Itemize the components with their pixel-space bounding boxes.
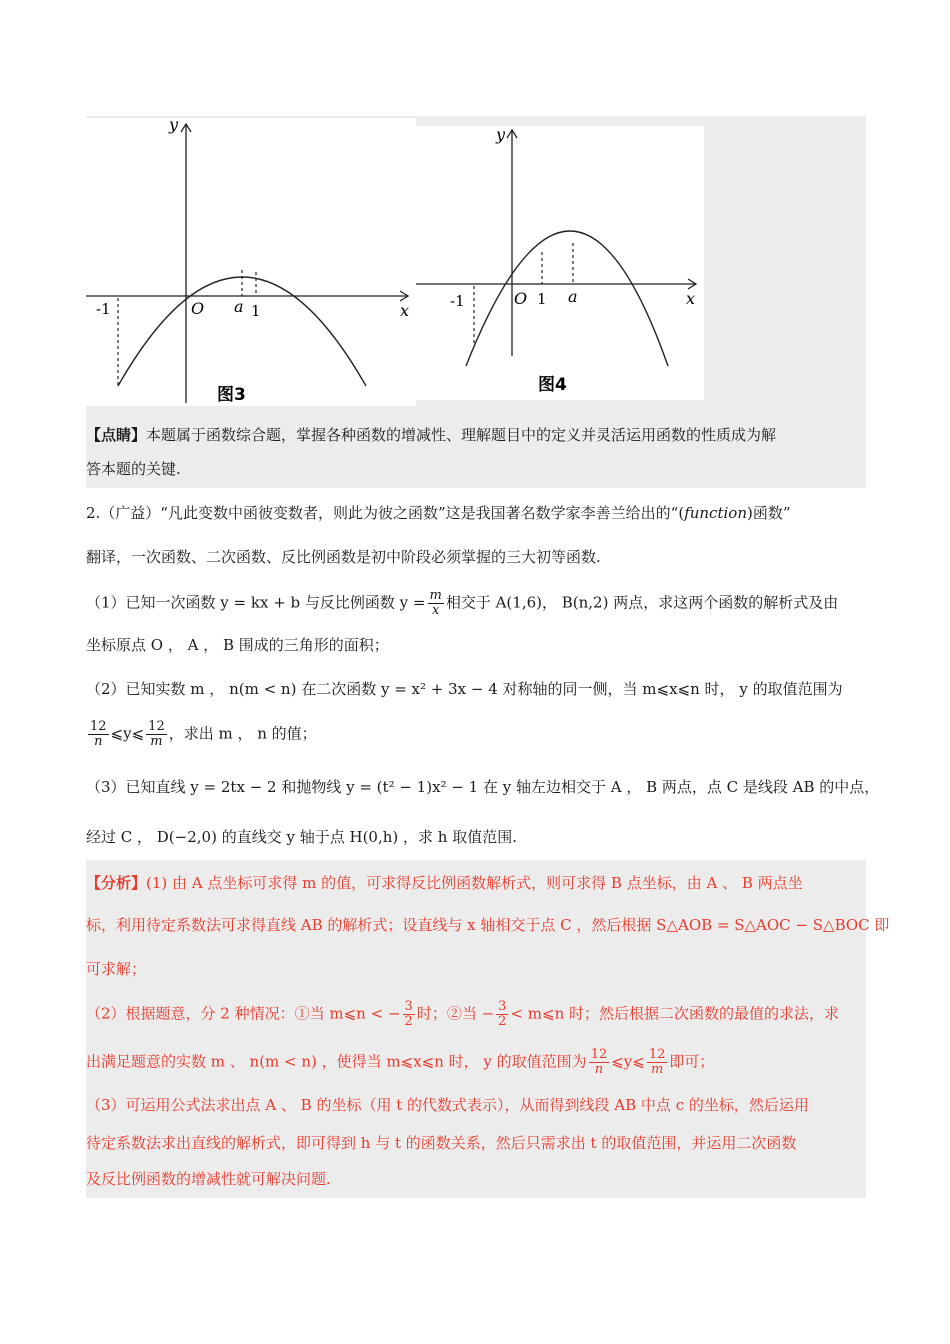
question-2-line-2: $\frac{12}{n}$ ⩽y⩽ $\frac{12}{m}$ ，求出 m ， n 的值； bbox=[90, 719, 317, 749]
fraction: $\frac{3}{2}$ bbox=[404, 999, 413, 1029]
comment-line-1: 【点睛】本题属于函数综合题，掌握各种函数的增减性、理解题目中的定义并灵活运用函数的性质成为解 bbox=[86, 426, 777, 444]
fig4-y-label: y bbox=[496, 126, 506, 144]
fig3-tick-1: 1 bbox=[251, 302, 261, 320]
fig3-caption: 图3 bbox=[217, 385, 246, 405]
figure-3-graph bbox=[86, 118, 416, 406]
fig4-origin: O bbox=[514, 289, 528, 308]
fig4-tick-neg1: -1 bbox=[450, 292, 465, 310]
fraction: $\frac{12}{m}$ bbox=[648, 1047, 666, 1077]
fraction: $\frac{12}{n}$ bbox=[90, 719, 107, 749]
analysis-line-3: 可求解； bbox=[86, 960, 147, 978]
comment-line-2: 答本题的关键. bbox=[86, 460, 181, 478]
analysis-part-3-line-3: 及反比例函数的增减性就可解决问题. bbox=[86, 1170, 331, 1188]
question-1-line-1: （1）已知一次函数 y = kx + b 与反比例函数 y = $\frac{m}{x}$ 相交于 A(1,6)， B(n,2) 两点，求这两个函数的解析式及由 bbox=[86, 588, 839, 618]
figure-4-graph bbox=[416, 126, 704, 400]
fraction: $\frac{12}{n}$ bbox=[590, 1047, 608, 1077]
question-1-line-2: 坐标原点 O ， A ， B 围成的三角形的面积； bbox=[86, 636, 389, 654]
fraction: $\frac{12}{m}$ bbox=[148, 719, 165, 749]
fig4-tick-1: 1 bbox=[537, 290, 547, 308]
analysis-part-2-line-2: 出满足题意的实数 m 、 n(m < n) ，使得当 m⩽x⩽n 时， y 的取值范围为 $\frac{12}{n}$ ⩽y⩽ $\frac{12}{m}$ 即可； bbox=[86, 1047, 715, 1077]
analysis-part-3-line-2: 待定系数法求出直线的解析式，即可得到 h 与 t 的函数关系，然后只需求出 t 的取值范围，并运用二次函数 bbox=[86, 1134, 797, 1152]
analysis-line-2: 标，利用待定系数法可求得直线 AB 的解析式；设直线与 x 轴相交于点 C ，然后根据 S△AOB = S△AOC − S△BOC 即 bbox=[86, 916, 890, 934]
fig3-y-label: y bbox=[169, 118, 179, 134]
analysis-part-3-line-1: （3）可运用公式法求出点 A 、 B 的坐标（用 t 的代数式表示），从而得到线段 AB 中点 c 的坐标，然后运用 bbox=[86, 1096, 809, 1114]
fraction: $\frac{m}{x}$ bbox=[429, 588, 442, 618]
fig3-tick-neg1: -1 bbox=[96, 300, 111, 318]
question-3-line-1: （3）已知直线 y = 2tx − 2 和抛物线 y = (t² − 1)x² − 1 在 y 轴左边相交于 A ， B 两点，点 C 是线段 AB 的中点， bbox=[86, 778, 880, 796]
fig4-caption: 图4 bbox=[538, 375, 567, 395]
figure-4 bbox=[416, 126, 704, 400]
fraction: $\frac{3}{2}$ bbox=[498, 999, 507, 1029]
analysis-part-2-line-1: （2）根据题意，分 2 种情况：①当 m⩽n < − $\frac{3}{2}$ 时；②当 − $\frac{3}{2}$ < m⩽n 时；然后根据二次函数的最值的求法，求 bbox=[86, 999, 839, 1029]
figure-3 bbox=[86, 118, 416, 406]
analysis-tag: 【分析】 bbox=[86, 874, 147, 892]
fig3-tick-a: a bbox=[234, 297, 244, 316]
fig4-tick-a: a bbox=[568, 287, 578, 306]
parabola-curve bbox=[466, 231, 668, 366]
question-2-line-1: （2）已知实数 m ， n(m < n) 在二次函数 y = x² + 3x − 4 对称轴的同一侧，当 m⩽x⩽n 时， y 的取值范围为 bbox=[86, 680, 843, 698]
analysis-line-1: 【分析】(1) 由 A 点坐标可求得 m 的值，可求得反比例函数解析式，则可求得 B 点坐标，由 A 、 B 两点坐 bbox=[86, 874, 803, 892]
comment-tag: 【点睛】 bbox=[86, 426, 147, 444]
fig3-origin: O bbox=[191, 299, 205, 318]
question-3-line-2: 经过 C ， D(−2,0) 的直线交 y 轴于点 H(0,h) ，求 h 取值范围. bbox=[86, 828, 517, 846]
fig4-x-label: x bbox=[686, 289, 696, 308]
fig3-x-label: x bbox=[400, 301, 410, 320]
parabola-curve bbox=[118, 277, 366, 386]
problem-line-1: 2.（广益）“凡此变数中函彼变数者，则此为彼之函数”这是我国著名数学家李善兰给出的“(function)函数” bbox=[86, 504, 791, 522]
problem-line-2: 翻译，一次函数、二次函数、反比例函数是初中阶段必须掌握的三大初等函数. bbox=[86, 548, 601, 566]
